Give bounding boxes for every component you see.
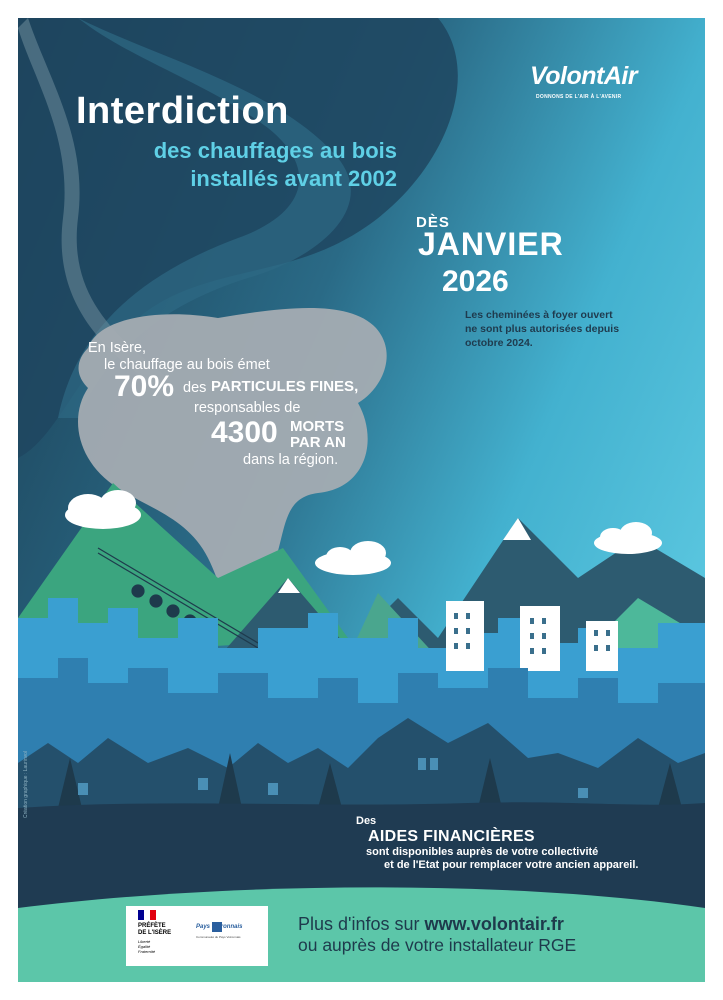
more-info-prefix: Plus d'infos sur: [298, 914, 425, 934]
design-credit: Création graphique : Laurinvol: [23, 751, 29, 818]
aides-prefix: Des: [356, 815, 377, 827]
smoke-line2: le chauffage au bois émet: [104, 357, 270, 373]
date-year: 2026: [442, 265, 509, 298]
volontair-tagline: DONNONS DE L'AIR À L'AVENIR: [536, 94, 622, 100]
aides-line2: et de l'Etat pour remplacer votre ancien appareil.: [384, 859, 639, 871]
fireplace-note: [465, 308, 665, 350]
motto-liberte: Liberté: [138, 939, 151, 944]
fireplace-note-line1: Les cheminées à foyer ouvert: [465, 309, 613, 321]
stat-deaths-label2: PAR AN: [290, 434, 346, 451]
volontair-logo: VolontAir: [530, 62, 638, 90]
fireplace-note-line2: ne sont plus autorisées depuis: [465, 323, 620, 335]
installer-line: ou auprès de votre installateur RGE: [298, 935, 577, 955]
french-flag-icon: [138, 910, 156, 920]
partner-logo-text: Pays Voironnais: [196, 924, 243, 930]
headline-title: Interdiction: [76, 90, 289, 132]
headline-subtitle-line2: installés avant 2002: [190, 166, 397, 191]
smoke-line6: dans la région.: [243, 452, 339, 468]
date-prefix: DÈS: [416, 214, 450, 231]
partner-logos-box: [126, 906, 268, 966]
smoke-line4: responsables de: [194, 400, 301, 416]
stat-deaths-label1: MORTS: [290, 418, 345, 435]
fireplace-note-line3: octobre 2024.: [465, 337, 533, 349]
partner-logo-sub: Communauté du Pays Voironnais: [196, 935, 241, 939]
stat-particles: PARTICULES FINES,: [211, 378, 359, 395]
prefecture-line1: PRÉFÈTE: [138, 923, 166, 929]
aides-body: [358, 846, 638, 872]
poster: [18, 18, 705, 982]
stat-deaths: 4300: [211, 416, 278, 449]
headline-subtitle-line1: des chauffages au bois: [153, 138, 397, 163]
prefecture-line2: DE L'ISÈRE: [138, 930, 172, 936]
website-link[interactable]: www.volontair.fr: [424, 914, 564, 934]
more-info-line: [298, 914, 564, 935]
motto-egalite: Égalité: [138, 944, 151, 949]
motto-fraternite: Fraternité: [138, 949, 156, 954]
stat-percent: 70%: [114, 370, 175, 403]
aides-title: AIDES FINANCIÈRES: [368, 828, 535, 845]
aides-line1: sont disponibles auprès de votre collectivité: [366, 846, 599, 858]
date-month: JANVIER: [418, 226, 564, 262]
smoke-des: des: [183, 380, 207, 396]
smoke-line1: En Isère,: [88, 340, 147, 356]
